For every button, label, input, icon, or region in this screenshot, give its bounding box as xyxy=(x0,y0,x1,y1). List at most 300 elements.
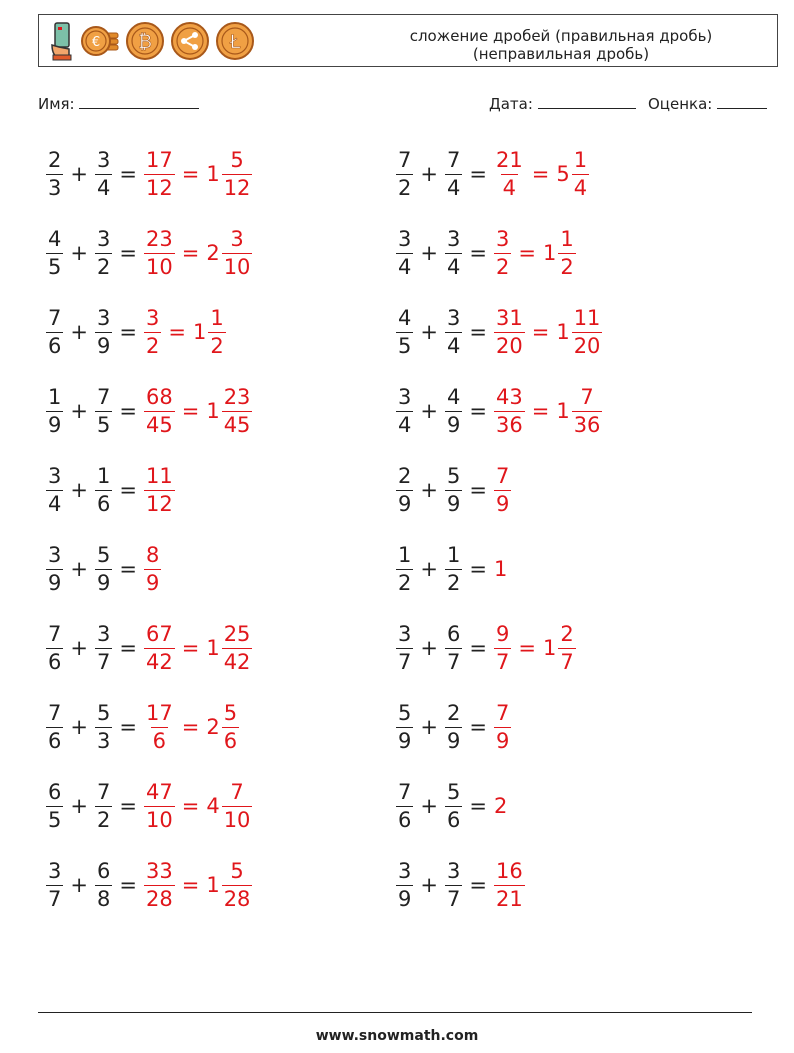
addend-2 xyxy=(445,463,462,516)
mixed-whole: 1 xyxy=(556,399,570,423)
addend-2-denominator: 2 xyxy=(446,570,461,595)
problem-right-2 xyxy=(396,223,576,283)
addend-1-denominator: 7 xyxy=(48,886,62,911)
addend-2-numerator: 6 xyxy=(446,621,461,646)
addend-1-denominator: 4 xyxy=(48,491,62,516)
addend-2-denominator: 7 xyxy=(446,886,461,911)
addend-1-denominator: 7 xyxy=(398,649,412,674)
addend-1-denominator: 2 xyxy=(398,570,412,595)
addend-1 xyxy=(396,621,413,674)
equals-sign: = xyxy=(119,478,137,502)
addend-2-denominator: 9 xyxy=(446,728,461,753)
plus-sign: + xyxy=(420,794,438,818)
addend-1-denominator: 6 xyxy=(48,649,62,674)
answer-fraction xyxy=(494,700,511,753)
addend-2-denominator: 7 xyxy=(96,649,111,674)
problem-right-8 xyxy=(396,697,511,757)
answer-fraction-numerator: 3 xyxy=(145,305,160,330)
mixed-fraction xyxy=(222,384,253,437)
addend-1 xyxy=(46,226,63,279)
addend-1-numerator: 3 xyxy=(398,621,412,646)
equals-sign: = xyxy=(119,557,137,581)
mixed-fraction-numerator: 1 xyxy=(573,147,588,172)
addend-1-denominator: 4 xyxy=(398,254,412,279)
addend-1-numerator: 2 xyxy=(48,147,62,172)
addend-2-numerator: 3 xyxy=(96,305,111,330)
addend-2-denominator: 6 xyxy=(446,807,461,832)
addend-2 xyxy=(95,463,112,516)
answer xyxy=(144,226,252,279)
addend-1 xyxy=(46,305,63,358)
addend-2-numerator: 7 xyxy=(96,384,111,409)
answer-fraction-denominator: 10 xyxy=(145,807,173,832)
addend-1-numerator: 3 xyxy=(48,542,62,567)
answer-fraction-denominator: 6 xyxy=(152,728,167,753)
addend-2 xyxy=(95,542,112,595)
addend-2 xyxy=(445,858,462,911)
answer-fraction xyxy=(144,147,175,200)
addend-2-denominator: 7 xyxy=(446,649,461,674)
answer-fraction-denominator: 7 xyxy=(495,649,510,674)
answer-equals-sign: = xyxy=(168,320,186,344)
problem-right-5 xyxy=(396,460,511,520)
answer xyxy=(144,858,252,911)
title-line-1: сложение дробей (правильная дробь) xyxy=(409,27,713,45)
answer-fraction xyxy=(494,226,511,279)
svg-text:€: € xyxy=(91,35,101,50)
answer-fraction xyxy=(494,384,525,437)
answer-fraction-numerator: 8 xyxy=(145,542,160,567)
problem-right-7 xyxy=(396,618,576,678)
answer-fraction-denominator: 4 xyxy=(502,175,517,200)
mixed-whole: 5 xyxy=(556,162,570,186)
footer-divider xyxy=(38,1012,752,1013)
addend-2-numerator: 6 xyxy=(96,858,111,883)
addend-2 xyxy=(95,226,112,279)
plus-sign: + xyxy=(70,715,88,739)
problem-left-9 xyxy=(46,776,252,836)
answer-fraction xyxy=(144,226,175,279)
addend-2-numerator: 4 xyxy=(446,384,461,409)
answer-equals-sign: = xyxy=(181,873,200,897)
plus-sign: + xyxy=(70,873,88,897)
addend-2-denominator: 9 xyxy=(96,333,111,358)
mixed-whole: 1 xyxy=(206,399,220,423)
addend-1 xyxy=(46,384,63,437)
equals-sign: = xyxy=(469,636,487,660)
addend-1-denominator: 9 xyxy=(398,886,412,911)
equals-sign: = xyxy=(469,478,487,502)
date-label: Дата: xyxy=(489,95,533,113)
mixed-fraction xyxy=(572,147,589,200)
addend-1-denominator: 6 xyxy=(398,807,412,832)
mixed-fraction xyxy=(222,779,253,832)
addend-1-denominator: 6 xyxy=(48,333,62,358)
mixed-fraction xyxy=(558,226,575,279)
answer xyxy=(494,226,576,279)
answer-fraction xyxy=(144,858,175,911)
mixed-fraction xyxy=(222,858,253,911)
equals-sign: = xyxy=(119,241,137,265)
mixed-fraction xyxy=(222,700,239,753)
answer xyxy=(144,542,161,595)
answer-fraction-denominator: 21 xyxy=(495,886,523,911)
answer-fraction xyxy=(144,384,175,437)
answer-equals-sign: = xyxy=(181,162,200,186)
addend-2-numerator: 1 xyxy=(446,542,461,567)
addend-1-numerator: 1 xyxy=(398,542,412,567)
answer-fraction xyxy=(144,305,161,358)
mixed-fraction-numerator: 1 xyxy=(560,226,574,251)
problem-right-9 xyxy=(396,776,507,836)
answer xyxy=(494,700,511,753)
addend-2-numerator: 3 xyxy=(96,226,111,251)
addend-2-denominator: 4 xyxy=(446,254,461,279)
plus-sign: + xyxy=(420,478,438,502)
addend-2 xyxy=(445,700,462,753)
plus-sign: + xyxy=(420,241,438,265)
addend-1 xyxy=(46,463,63,516)
addend-1 xyxy=(396,226,413,279)
addend-1-numerator: 7 xyxy=(398,147,412,172)
mixed-whole: 1 xyxy=(206,873,220,897)
answer-fraction-denominator: 9 xyxy=(145,570,160,595)
answer xyxy=(494,147,589,200)
addend-2-numerator: 2 xyxy=(446,700,461,725)
answer xyxy=(144,463,175,516)
answer-equals-sign: = xyxy=(181,715,200,739)
addend-1-numerator: 3 xyxy=(48,463,62,488)
mixed-fraction-numerator: 23 xyxy=(223,384,251,409)
addend-1-numerator: 3 xyxy=(398,384,412,409)
mixed-fraction xyxy=(572,305,603,358)
mixed-fraction-denominator: 6 xyxy=(223,728,238,753)
plus-sign: + xyxy=(70,478,88,502)
answer-fraction-numerator: 23 xyxy=(145,226,173,251)
answer-fraction-numerator: 67 xyxy=(145,621,173,646)
addend-2 xyxy=(445,226,462,279)
plus-sign: + xyxy=(420,162,438,186)
mixed-fraction-numerator: 1 xyxy=(210,305,224,330)
answer-equals-sign: = xyxy=(531,162,550,186)
answer-fraction-numerator: 3 xyxy=(495,226,510,251)
addend-1-denominator: 5 xyxy=(398,333,412,358)
plus-sign: + xyxy=(70,399,88,423)
mixed-fraction-numerator: 5 xyxy=(230,147,244,172)
addend-2-numerator: 3 xyxy=(446,305,461,330)
answer-fraction-numerator: 7 xyxy=(495,700,510,725)
plus-sign: + xyxy=(70,794,88,818)
addend-1-numerator: 7 xyxy=(48,621,62,646)
addend-1 xyxy=(396,463,413,516)
plus-sign: + xyxy=(70,162,88,186)
mixed-whole: 1 xyxy=(206,162,220,186)
equals-sign: = xyxy=(469,320,487,344)
equals-sign: = xyxy=(119,715,137,739)
addend-1 xyxy=(396,147,413,200)
equals-sign: = xyxy=(469,794,487,818)
addend-2-denominator: 6 xyxy=(96,491,111,516)
mixed-fraction-denominator: 2 xyxy=(560,254,574,279)
addend-2-numerator: 3 xyxy=(96,147,111,172)
mixed-fraction-denominator: 36 xyxy=(573,412,601,437)
addend-2 xyxy=(445,305,462,358)
problem-right-6 xyxy=(396,539,507,599)
equals-sign: = xyxy=(119,794,137,818)
answer-fraction-numerator: 9 xyxy=(495,621,510,646)
addend-2 xyxy=(445,542,462,595)
answer-fraction-numerator: 17 xyxy=(145,147,173,172)
addend-1 xyxy=(396,700,413,753)
mixed-fraction-numerator: 5 xyxy=(223,700,238,725)
answer-fraction-numerator: 47 xyxy=(145,779,173,804)
equals-sign: = xyxy=(469,241,487,265)
answer xyxy=(494,384,602,437)
addend-2-numerator: 3 xyxy=(446,226,461,251)
mixed-fraction xyxy=(222,226,253,279)
equals-sign: = xyxy=(119,399,137,423)
addend-2-numerator: 5 xyxy=(446,463,461,488)
answer-fraction-numerator: 33 xyxy=(145,858,173,883)
addend-2 xyxy=(445,779,462,832)
equals-sign: = xyxy=(119,873,137,897)
problem-left-6 xyxy=(46,539,161,599)
answer-fraction-denominator: 12 xyxy=(145,175,173,200)
problem-left-3 xyxy=(46,302,226,362)
answer-equals-sign: = xyxy=(518,241,536,265)
answer-fraction-denominator: 45 xyxy=(145,412,173,437)
grade-label: Оценка: xyxy=(648,95,713,113)
title-line-2: (неправильная дробь) xyxy=(472,45,650,63)
answer xyxy=(144,384,252,437)
addend-1-denominator: 5 xyxy=(48,254,62,279)
plus-sign: + xyxy=(420,399,438,423)
plus-sign: + xyxy=(70,241,88,265)
addend-2-denominator: 4 xyxy=(446,333,461,358)
answer-fraction-numerator: 43 xyxy=(495,384,523,409)
problem-left-8 xyxy=(46,697,239,757)
svg-text:₿: ₿ xyxy=(137,31,153,53)
addend-1-numerator: 5 xyxy=(398,700,412,725)
answer-fraction xyxy=(494,621,511,674)
mixed-fraction-denominator: 7 xyxy=(560,649,574,674)
answer-equals-sign: = xyxy=(181,794,200,818)
mixed-fraction-denominator: 2 xyxy=(210,333,224,358)
plus-sign: + xyxy=(420,320,438,344)
plus-sign: + xyxy=(420,636,438,660)
addend-2 xyxy=(95,700,112,753)
answer-fraction xyxy=(494,305,525,358)
answer-equals-sign: = xyxy=(518,636,536,660)
addend-2-numerator: 5 xyxy=(446,779,461,804)
answer-fraction-denominator: 42 xyxy=(145,649,173,674)
addend-2 xyxy=(445,621,462,674)
mixed-fraction-numerator: 7 xyxy=(580,384,594,409)
addend-2 xyxy=(95,858,112,911)
footer-site: www.snowmath.com xyxy=(315,1028,479,1044)
addend-1-numerator: 3 xyxy=(398,226,412,251)
addend-2-numerator: 5 xyxy=(96,542,111,567)
equals-sign: = xyxy=(469,557,487,581)
answer-fraction-denominator: 36 xyxy=(495,412,523,437)
equals-sign: = xyxy=(119,636,137,660)
mixed-whole: 1 xyxy=(192,320,207,344)
answer-fraction-numerator: 7 xyxy=(495,463,510,488)
answer-equals-sign: = xyxy=(181,399,200,423)
plus-sign: + xyxy=(70,636,88,660)
problem-left-1 xyxy=(46,144,252,204)
addend-2-numerator: 7 xyxy=(446,147,461,172)
addend-2-numerator: 5 xyxy=(96,700,111,725)
addend-2-numerator: 1 xyxy=(96,463,111,488)
equals-sign: = xyxy=(119,320,137,344)
plus-sign: + xyxy=(70,557,88,581)
mixed-fraction-denominator: 42 xyxy=(223,649,251,674)
addend-2 xyxy=(95,305,112,358)
answer-fraction-denominator: 9 xyxy=(495,491,510,516)
mixed-fraction-denominator: 10 xyxy=(223,254,251,279)
answer-fraction xyxy=(494,463,511,516)
answer-fraction-denominator: 2 xyxy=(495,254,510,279)
answer xyxy=(494,794,507,818)
addend-2-numerator: 3 xyxy=(96,621,111,646)
answer-whole: 1 xyxy=(493,557,508,581)
addend-1-denominator: 3 xyxy=(48,175,62,200)
plus-sign: + xyxy=(420,873,438,897)
plus-sign: + xyxy=(420,557,438,581)
answer xyxy=(494,621,576,674)
mixed-fraction-numerator: 2 xyxy=(560,621,574,646)
answer-fraction-denominator: 20 xyxy=(495,333,523,358)
svg-text:Ł: Ł xyxy=(229,31,241,53)
answer-equals-sign: = xyxy=(181,636,200,660)
addend-1-denominator: 2 xyxy=(398,175,412,200)
addend-1 xyxy=(396,542,413,595)
answer-fraction-denominator: 2 xyxy=(145,333,160,358)
addend-1 xyxy=(46,542,63,595)
addend-1 xyxy=(396,384,413,437)
addend-2-numerator: 3 xyxy=(446,858,461,883)
mixed-fraction-denominator: 45 xyxy=(223,412,251,437)
problem-left-2 xyxy=(46,223,252,283)
addend-1-denominator: 6 xyxy=(48,728,62,753)
mixed-whole: 2 xyxy=(206,241,220,265)
answer-fraction-numerator: 11 xyxy=(145,463,173,488)
mixed-fraction-numerator: 7 xyxy=(230,779,244,804)
addend-1-numerator: 7 xyxy=(48,305,62,330)
plus-sign: + xyxy=(420,715,438,739)
mixed-whole: 1 xyxy=(556,320,570,344)
addend-1 xyxy=(46,779,63,832)
problem-right-3 xyxy=(396,302,602,362)
answer xyxy=(144,621,252,674)
addend-1 xyxy=(396,858,413,911)
addend-2-denominator: 3 xyxy=(96,728,111,753)
mixed-whole: 1 xyxy=(206,636,220,660)
addend-2-denominator: 9 xyxy=(96,570,111,595)
mixed-fraction xyxy=(222,147,253,200)
addend-2 xyxy=(95,384,112,437)
addend-2-denominator: 2 xyxy=(96,807,111,832)
addend-2-denominator: 5 xyxy=(96,412,111,437)
addend-2-numerator: 7 xyxy=(96,779,111,804)
addend-2 xyxy=(445,147,462,200)
mixed-fraction-denominator: 10 xyxy=(223,807,251,832)
answer xyxy=(494,305,602,358)
plus-sign: + xyxy=(70,320,88,344)
addend-1-denominator: 9 xyxy=(398,491,412,516)
addend-1-numerator: 4 xyxy=(48,226,62,251)
problem-left-4 xyxy=(46,381,252,441)
answer xyxy=(494,557,507,581)
addend-2-denominator: 9 xyxy=(446,491,461,516)
answer-fraction xyxy=(494,147,525,200)
equals-sign: = xyxy=(119,162,137,186)
mixed-whole: 1 xyxy=(542,241,557,265)
answer-fraction-numerator: 31 xyxy=(495,305,523,330)
mixed-fraction-denominator: 4 xyxy=(573,175,588,200)
answer-fraction-numerator: 17 xyxy=(145,700,173,725)
answer-fraction-denominator: 9 xyxy=(495,728,510,753)
addend-2 xyxy=(445,384,462,437)
answer xyxy=(144,305,226,358)
problem-left-10 xyxy=(46,855,252,915)
answer-fraction-numerator: 16 xyxy=(495,858,523,883)
equals-sign: = xyxy=(469,162,487,186)
addend-1-numerator: 1 xyxy=(48,384,62,409)
addend-1-numerator: 6 xyxy=(48,779,62,804)
addend-1-numerator: 4 xyxy=(398,305,412,330)
answer-fraction-denominator: 12 xyxy=(145,491,173,516)
addend-2 xyxy=(95,621,112,674)
answer xyxy=(144,700,239,753)
answer-fraction-numerator: 68 xyxy=(145,384,173,409)
addend-1 xyxy=(46,700,63,753)
addend-2-denominator: 2 xyxy=(96,254,111,279)
answer-equals-sign: = xyxy=(181,241,200,265)
answer-fraction xyxy=(144,700,175,753)
mixed-fraction xyxy=(222,621,253,674)
addend-2-denominator: 4 xyxy=(96,175,111,200)
mixed-fraction xyxy=(572,384,603,437)
name-label: Имя: xyxy=(38,95,75,113)
addend-1 xyxy=(396,305,413,358)
addend-1-denominator: 9 xyxy=(48,412,62,437)
equals-sign: = xyxy=(469,873,487,897)
mixed-fraction-numerator: 11 xyxy=(573,305,601,330)
answer-equals-sign: = xyxy=(531,320,550,344)
addend-2-denominator: 4 xyxy=(446,175,461,200)
answer xyxy=(144,779,252,832)
answer xyxy=(144,147,252,200)
problem-right-4 xyxy=(396,381,602,441)
addend-1 xyxy=(46,621,63,674)
addend-1-numerator: 2 xyxy=(398,463,412,488)
problem-left-7 xyxy=(46,618,252,678)
problem-right-1 xyxy=(396,144,589,204)
mixed-whole: 4 xyxy=(206,794,220,818)
addend-1-denominator: 4 xyxy=(398,412,412,437)
answer-fraction xyxy=(144,463,175,516)
answer-whole: 2 xyxy=(493,794,508,818)
mixed-fraction-numerator: 3 xyxy=(230,226,244,251)
addend-2-denominator: 9 xyxy=(446,412,461,437)
mixed-fraction-denominator: 12 xyxy=(223,175,251,200)
addend-1-numerator: 7 xyxy=(398,779,412,804)
answer-fraction xyxy=(144,542,161,595)
problem-right-10 xyxy=(396,855,525,915)
addend-1 xyxy=(46,858,63,911)
